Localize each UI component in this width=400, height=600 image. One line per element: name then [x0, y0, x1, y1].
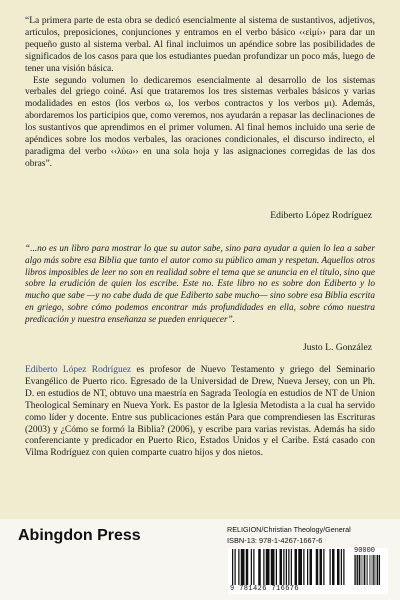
barcode-bar: [377, 555, 378, 585]
barcode-bar: [379, 555, 380, 585]
barcode-bar: [246, 549, 249, 585]
barcode-bar: [373, 555, 374, 585]
barcode-bar: [337, 549, 340, 585]
intro-paragraph-2: Este segundo volumen lo dedicaremos esencialmente al desarrollo de los sistemas verbales del griego coiné. Así que trataremos los tres sistemas verbales básicos y varias modalidades en estos (los verbos ω, los verbos contractos y los verbos μι). Además, abordaremos los participios que, como veremos, nos ayudarán a repasar las declinaciones de los sustantivos que aprendimos en el primer volumen. Al final hemos incluido una serie de apéndices sobre los modos verbales, las oraciones condicionales, el discurso indirecto, el paradigma del verbo ‹‹λύω›› en una sola hoja y las asignaciones corregidas de las dos obras”.: [25, 75, 375, 169]
barcode-bar: [283, 549, 284, 585]
barcode-bar: [359, 555, 360, 585]
barcode-bar: [332, 549, 335, 585]
barcode-bar: [271, 549, 275, 585]
barcode-bar: [266, 549, 270, 585]
barcode-bar: [370, 555, 371, 585]
barcode-bar: [253, 549, 254, 585]
barcode-bar: [298, 549, 302, 585]
barcode-bar: [354, 555, 355, 585]
barcode-bar: [371, 555, 372, 585]
signature-gonzalez: Justo L. González: [302, 342, 372, 353]
barcode: [228, 548, 388, 594]
barcode-bar: [276, 549, 277, 585]
author-bio-text: es profesor de Nuevo Testamento y griego del Seminario Evangélico de Puerto rico. Egresado de la Universidad de Drew, Nueva Jersey, con un Ph. D. en estudios de NT, obtuvo una maestría en Sagrada Teología en estudios de NT de Union Theological Seminary en Nueva York. Es pastor de la Iglesia Metodista a la cual ha servido como líder y docente. Entre sus publicaciones están Para que comprendiesen las Escrituras (2003) y ¿Cómo se formó la Biblia? (2006), y escribe para varias revistas. Además ha sido conferenciante y predicador en Puerto Rico, Estados Unidos y el Caribe. Está casado con Vilma Rodríguez con quien comparte cuatro hijos y dos nietos.: [25, 365, 375, 459]
barcode-bar: [343, 549, 344, 585]
price-code: 90000: [354, 547, 376, 555]
endorsement-text: “...no es un libro para mostrar lo que su autor sabe, sino para ayudar a quien lo lea a saber algo más sobre esa Biblia que tanto el autor como su público aman y respetan. Aquellos otros libros imposibles de leer no son en realidad sobre el tema que se anuncia en el título, sino que sobre la erudición de quien los escribe. Este no. Este libro no es sobre don Ediberto y lo mucho que sabe —y no cabe duda de que Ediberto sabe mucho— sino sobre esa Biblia escrita en griego, sobre cómo podemos encontrar más profundidades en ella, sobre cómo nuestra predicación y nuestra enseñanza se pueden enriquecer”.: [25, 244, 375, 325]
barcode-bar: [295, 549, 298, 585]
barcode-bar: [364, 555, 365, 585]
barcode-bar: [307, 549, 308, 585]
signature-lopez: Ediberto López Rodríguez: [270, 210, 372, 221]
barcode-digits: 9 781426 716676: [230, 585, 300, 593]
barcode-bar: [366, 555, 367, 585]
barcode-bar: [361, 555, 362, 585]
intro-text: [25, 16, 375, 171]
barcode-bar: [357, 555, 358, 585]
barcode-bar: [316, 549, 319, 585]
endorsement-quote: [25, 244, 375, 327]
barcode-bar: [303, 549, 304, 585]
barcode-bar: [367, 555, 368, 585]
author-bio: [25, 365, 375, 460]
barcode-bar: [288, 549, 289, 585]
barcode-bar: [263, 549, 264, 585]
barcode-bar: [280, 549, 283, 585]
barcode-bar: [341, 549, 342, 585]
price-code-bars: [354, 555, 384, 585]
barcode-bar: [374, 555, 375, 585]
barcode-bar: [330, 549, 331, 585]
barcode-bar: [291, 549, 292, 585]
barcode-bar: [241, 549, 245, 585]
barcode-bar: [238, 549, 239, 585]
intro-paragraph-1: “La primera parte de esta obra se dedicó esencialmente al sistema de sustantivos, adjetivos, artículos, preposiciones, conjunciones y entramos en el verbo básico ‹‹εἰμί›› para dar un pequeño gusto al sistema verbal. Al final incluimos un apéndice sobre las posibilidades de significados de los casos para que los estudiantes puedan profundizar un poco más, luego de tener una visión básica.: [25, 16, 375, 74]
barcode-bar: [323, 549, 324, 585]
barcode-bar: [258, 549, 261, 585]
barcode-bar: [363, 555, 364, 585]
barcode-bar: [235, 549, 236, 585]
barcode-bar: [310, 549, 313, 585]
category-label: RELIGION/Christian Theology/General: [227, 525, 351, 534]
barcode-bar: [286, 549, 287, 585]
isbn-label: ISBN-13: 978-1-4267-1667-6: [227, 536, 323, 545]
barcode-bar: [376, 555, 377, 585]
barcode-bar: [232, 549, 233, 585]
publisher-logo: Abingdon Press: [18, 527, 141, 544]
author-name: Ediberto López Rodríguez: [25, 365, 132, 375]
barcode-bars: [232, 549, 348, 585]
barcode-bar: [251, 549, 252, 585]
barcode-bar: [320, 549, 323, 585]
barcode-bar: [355, 555, 356, 585]
